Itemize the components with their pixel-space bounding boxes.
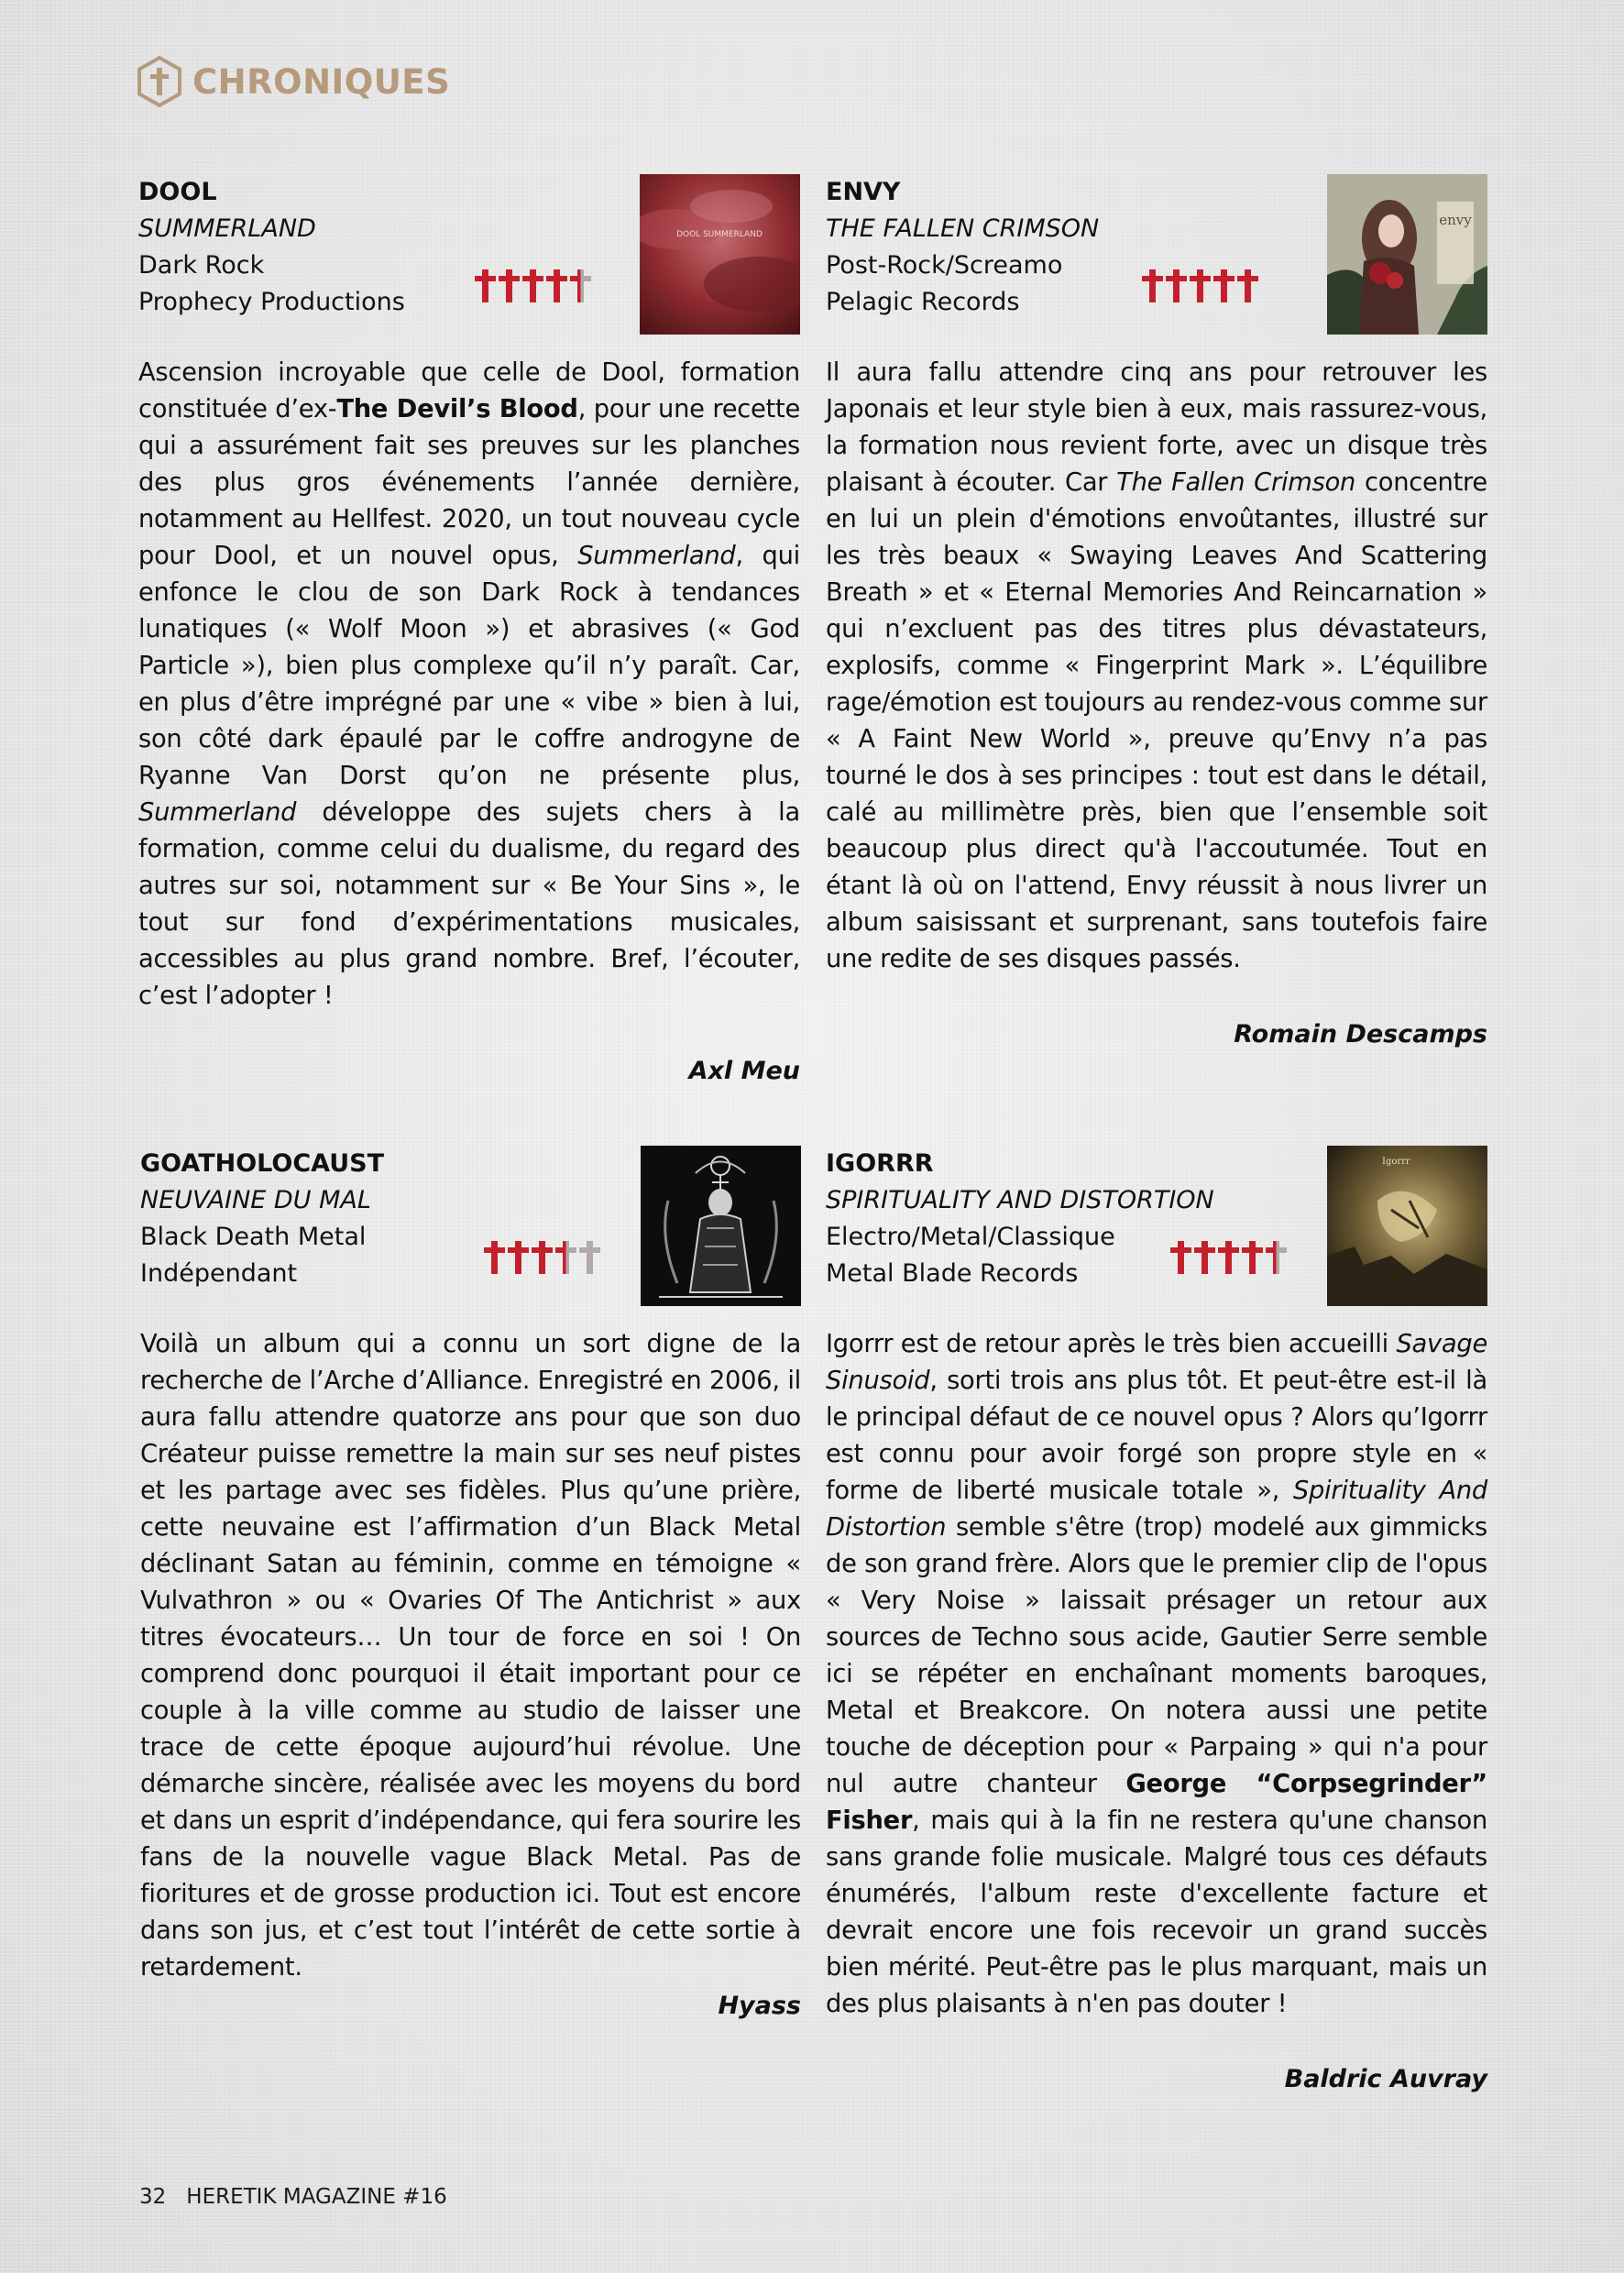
band-name: IGORRR: [826, 1149, 934, 1178]
review-author: Hyass: [718, 1992, 801, 2020]
review-author: Baldric Auvray: [1284, 2065, 1487, 2093]
page-footer: [139, 2185, 447, 2209]
review-body: Voilà un album qui a connu un sort digne de la recherche de l’Arche d’Alliance. Enregistré en 2006, il aura fallu attendre quatorze ans pour que son duo Créateur puisse remettre la main sur ses neuf pistes et les partage avec ses fidèles. Plus qu’une prière, cette neuvaine est l’affirmation d’un Black Metal déclinant Satan au féminin, comme en témoigne « Vulvathron » ou « Ovaries Of The Antichrist » aux titres évocateurs… Un tour de force en soi ! On comprend donc pourquoi il était important pour ce couple à la ville comme au studio de laisser une trace de cette époque aujourd’hui révolue. Une démarche sincère, réalisée avec les moyens du bord et dans un esprit d’indépendance, qui fera sourire les fans de la nouvelle vague Black Metal. Pas de fioritures et de grosse production ici. Tout est encore dans son jus, et c’est tout l’intérêt de cette sortie à retardement.: [140, 1330, 801, 1982]
section-title: CHRONIQUES: [192, 61, 451, 102]
band-name: GOATHOLOCAUST: [140, 1149, 385, 1178]
rating-cross-icon: [1237, 269, 1258, 302]
album-cover: [1327, 1146, 1487, 1306]
genre: Electro/Metal/Classique: [826, 1223, 1115, 1251]
review-dool: [138, 174, 800, 1090]
rating-cross-icon: [532, 1241, 553, 1274]
cross-hexagon-icon: [136, 55, 183, 108]
review-envy: [826, 174, 1487, 1053]
album-cover: [641, 1146, 801, 1306]
review-author: Axl Meu: [688, 1057, 800, 1085]
review-meta: [826, 1146, 1487, 1306]
rating-crosses: [1170, 1241, 1287, 1274]
rating-crosses: [484, 1241, 600, 1274]
review-meta: [138, 174, 800, 335]
rating-cross-icon: [1142, 269, 1163, 302]
review-igorrr: [826, 1146, 1487, 2098]
album-title: THE FALLEN CRIMSON: [826, 214, 1100, 243]
band-name: DOOL: [138, 178, 217, 206]
rating-cross-icon: [570, 269, 591, 302]
rating-cross-icon: [475, 269, 496, 302]
page-number: 32: [139, 2185, 167, 2209]
label: Indépendant: [140, 1259, 298, 1288]
label: Prophecy Productions: [138, 288, 405, 316]
review-goatholocaust: [140, 1146, 801, 2025]
rating-cross-icon: [484, 1241, 505, 1274]
album-title: NEUVAINE DU MAL: [140, 1186, 371, 1214]
label: Metal Blade Records: [826, 1259, 1079, 1288]
section-header: [136, 53, 450, 110]
album-cover: [1327, 174, 1487, 335]
album-title: SPIRITUALITY AND DISTORTION: [826, 1186, 1214, 1214]
genre: Post-Rock/Screamo: [826, 251, 1063, 280]
rating-cross-icon: [499, 269, 520, 302]
genre: Dark Rock: [138, 251, 265, 280]
rating-crosses: [475, 269, 591, 302]
rating-crosses: [1142, 269, 1258, 302]
review-meta: [826, 174, 1487, 335]
rating-cross-icon: [508, 1241, 529, 1274]
rating-cross-icon: [1242, 1241, 1263, 1274]
cover-caption: envy: [1439, 212, 1472, 228]
album-title: SUMMERLAND: [138, 214, 316, 243]
band-name: ENVY: [826, 178, 901, 206]
review-body: Ascension incroyable que celle de Dool, formation constituée d’ex-The Devil’s Blood, pour une recette qui a assurément fait ses preuves sur les planches des plus gros événements l’année dernière, notamment au Hellfest. 2020, un tout nouveau cycle pour Dool, et un nouvel opus, Summerland, qui enfonce le clou de son Dark Rock à tendances lunatiques (« Wolf Moon ») et abrasives (« God Particle »), bien plus complexe qu’il n’y paraît. Car, en plus d’être imprégné par une « vibe » bien à lui, son côté dark épaulé par le coffre androgyne de Ryanne Van Dorst qu’on ne présente plus, Summerland développe des sujets chers à la formation, comme celui du dualisme, du regard des autres sur soi, notamment sur « Be Your Sins », le tout sur fond d’expérimentations musicales, accessibles au plus grand nombre. Bref, l’écouter, c’est l’adopter !: [138, 358, 801, 1010]
rating-cross-icon: [555, 1241, 576, 1274]
review-body: Igorrr est de retour après le très bien accueilli Savage Sinusoid, sorti trois ans plus tôt. Et peut-être est-il là le principal défaut de ce nouvel opus ? Alors qu’Igorrr est connu pour avoir forgé son propre style en « forme de liberté musicale totale », Spirituality And Distortion semble s'être (trop) modelé aux gimmicks de son grand frère. Alors que le premier clip de l'opus « Very Noise » laissait présager un retour aux sources de Techno sous acide, Gautier Serre semble ici se répéter en enchaînant moments baroques, Metal et Breakcore. On notera aussi une petite touche de déception pour « Parpaing » qui n'a pour nul autre chanteur George “Corpsegrinder” Fisher, mais qui à la fin ne restera qu'une chanson sans grande folie musicale. Malgré tous ces défauts énumérés, l'album reste d'excellente facture et devrait encore une fois recevoir un grand succès bien mérité. Peut-être pas le plus marquant, mais un des plus plaisants à n'en pas douter !: [826, 1330, 1487, 2018]
rating-cross-icon: [1166, 269, 1187, 302]
rating-cross-icon: [522, 269, 543, 302]
rating-cross-icon: [1213, 269, 1234, 302]
rating-cross-icon: [1218, 1241, 1239, 1274]
review-meta: [140, 1146, 801, 1306]
review-author: Romain Descamps: [1234, 1020, 1487, 1049]
rating-cross-icon: [1170, 1241, 1191, 1274]
cover-caption: Igorrr: [1382, 1157, 1410, 1167]
review-body: Il aura fallu attendre cinq ans pour retrouver les Japonais et leur style bien à eux, mais rassurez-vous, la formation nous revient forte, avec un disque très plaisant à écouter. Car The Fallen Crimson concentre en lui un plein d'émotions envoûtantes, illustré sur les très beaux « Swaying Leaves And Scattering Breath » et « Eternal Memories And Reincarnation » qui n’excluent pas des titres plus dévastateurs, explosifs, comme « Fingerprint Mark ». L’équilibre rage/émotion est toujours au rendez-vous comme sur « A Faint New World », preuve qu’Envy n’a pas tourné le dos à ses principes : tout est dans le détail, calé au millimètre près, bien que l’ensemble soit beaucoup plus direct qu'à l'accoutumée. Tout en étant là où on l'attend, Envy réussit à nous livrer un album saisissant et surprenant, sans toutefois faire une redite de ses disques passés.: [826, 358, 1487, 973]
rating-cross-icon: [1190, 269, 1211, 302]
rating-cross-icon: [546, 269, 567, 302]
genre: Black Death Metal: [140, 1223, 367, 1251]
magazine-issue: HERETIK MAGAZINE #16: [186, 2185, 447, 2209]
label: Pelagic Records: [826, 288, 1020, 316]
cover-caption: DOOL SUMMERLAND: [676, 230, 763, 239]
rating-cross-icon: [1266, 1241, 1287, 1274]
album-cover: [640, 174, 800, 335]
rating-cross-icon: [1194, 1241, 1215, 1274]
rating-cross-icon: [579, 1241, 600, 1274]
